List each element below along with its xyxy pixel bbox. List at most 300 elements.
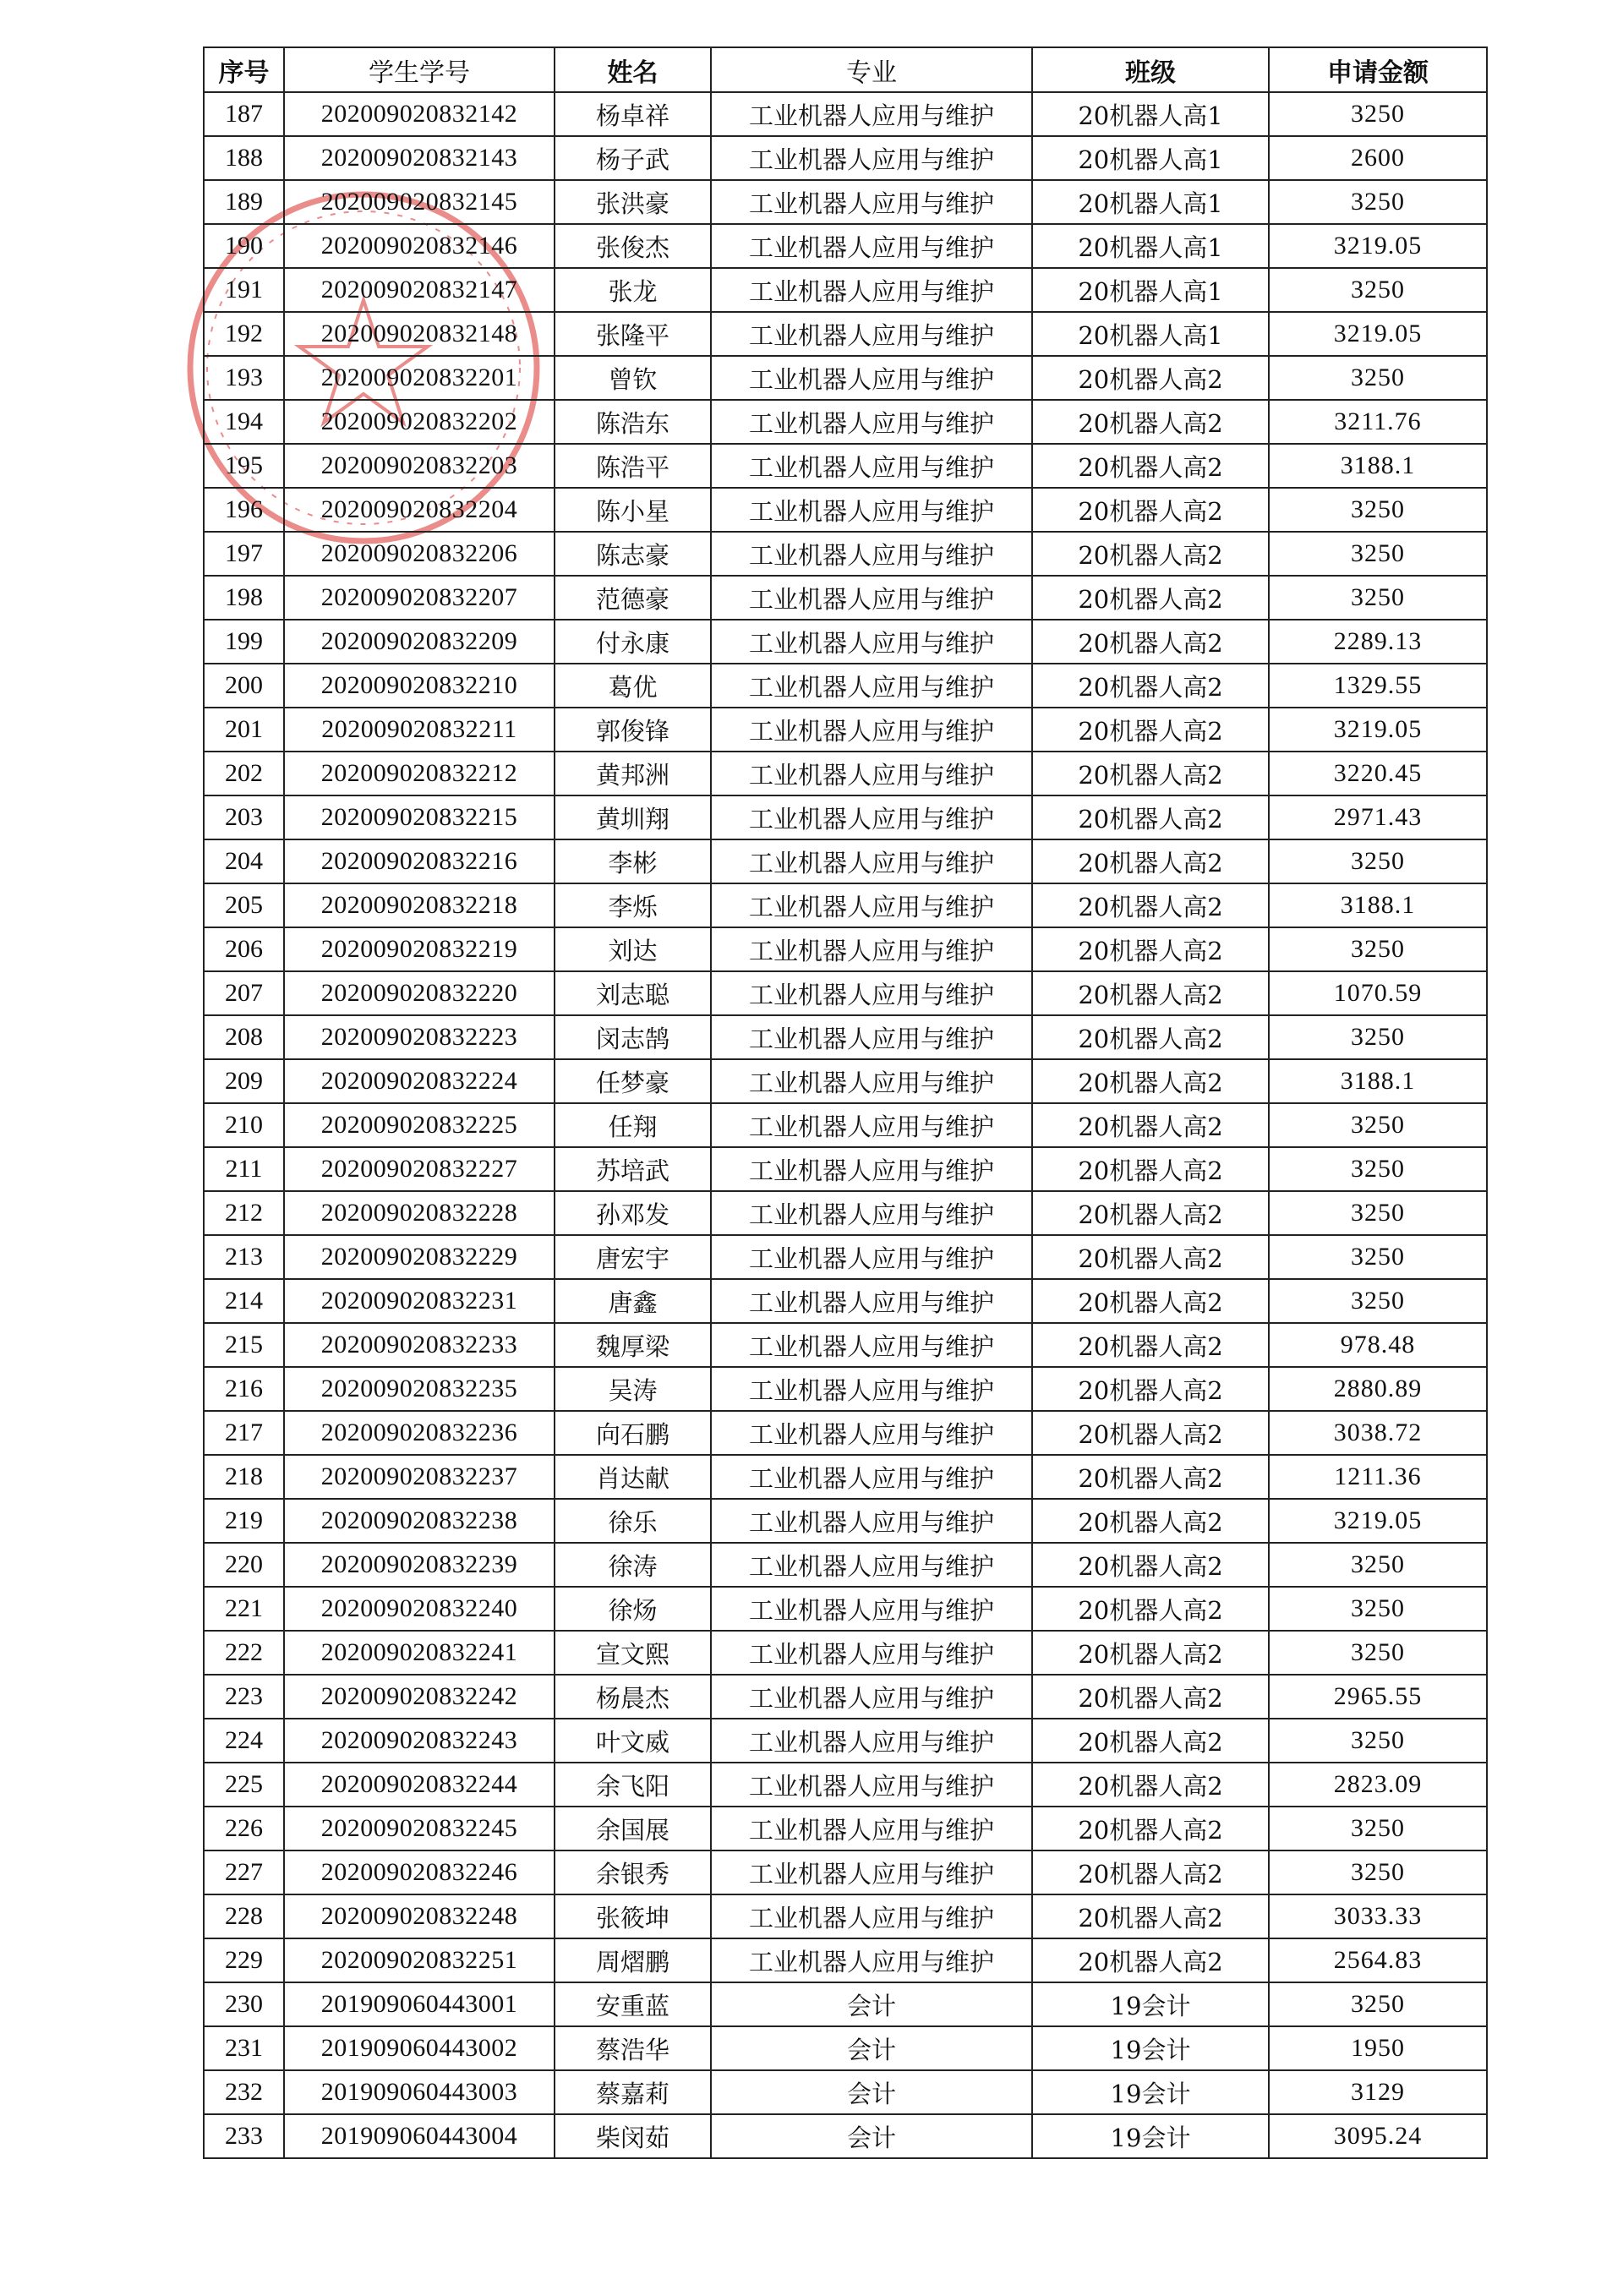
cell-class: 20机器人高2 bbox=[1032, 1323, 1269, 1367]
cell-student-id: 202009020832239 bbox=[284, 1543, 555, 1587]
cell-class: 20机器人高2 bbox=[1032, 664, 1269, 708]
cell-student-id: 202009020832207 bbox=[284, 576, 555, 620]
cell-class: 20机器人高2 bbox=[1032, 1938, 1269, 1982]
cell-name: 柴闵茹 bbox=[555, 2114, 711, 2158]
cell-name: 吴涛 bbox=[555, 1367, 711, 1411]
table-row bbox=[204, 664, 1487, 708]
cell-class: 19会计 bbox=[1032, 1982, 1269, 2026]
cell-class: 20机器人高2 bbox=[1032, 1499, 1269, 1543]
cell-major: 工业机器人应用与维护 bbox=[711, 356, 1032, 400]
cell-name: 唐鑫 bbox=[555, 1279, 711, 1323]
cell-student-id: 202009020832229 bbox=[284, 1235, 555, 1279]
cell-class: 20机器人高2 bbox=[1032, 1191, 1269, 1235]
cell-student-id: 201909060443001 bbox=[284, 1982, 555, 2026]
cell-major: 会计 bbox=[711, 2114, 1032, 2158]
cell-student-id: 202009020832147 bbox=[284, 268, 555, 312]
cell-seq: 201 bbox=[204, 708, 284, 752]
cell-seq: 229 bbox=[204, 1938, 284, 1982]
cell-name: 张俊杰 bbox=[555, 224, 711, 268]
cell-student-id: 202009020832224 bbox=[284, 1059, 555, 1103]
table-row bbox=[204, 708, 1487, 752]
cell-amount: 3250 bbox=[1269, 839, 1487, 883]
cell-amount: 3219.05 bbox=[1269, 1499, 1487, 1543]
cell-class: 20机器人高2 bbox=[1032, 1059, 1269, 1103]
table-row bbox=[204, 1235, 1487, 1279]
cell-class: 20机器人高2 bbox=[1032, 752, 1269, 795]
cell-major: 工业机器人应用与维护 bbox=[711, 92, 1032, 136]
cell-seq: 215 bbox=[204, 1323, 284, 1367]
cell-amount: 3250 bbox=[1269, 1543, 1487, 1587]
table-row bbox=[204, 1719, 1487, 1763]
cell-student-id: 202009020832212 bbox=[284, 752, 555, 795]
cell-seq: 220 bbox=[204, 1543, 284, 1587]
cell-amount: 3250 bbox=[1269, 532, 1487, 576]
cell-seq: 233 bbox=[204, 2114, 284, 2158]
cell-major: 工业机器人应用与维护 bbox=[711, 1103, 1032, 1147]
cell-amount: 3129 bbox=[1269, 2070, 1487, 2114]
cell-major: 工业机器人应用与维护 bbox=[711, 444, 1032, 488]
table-row bbox=[204, 1367, 1487, 1411]
cell-class: 20机器人高2 bbox=[1032, 1235, 1269, 1279]
cell-class: 20机器人高1 bbox=[1032, 136, 1269, 180]
cell-major: 工业机器人应用与维护 bbox=[711, 1279, 1032, 1323]
cell-name: 黄邦洲 bbox=[555, 752, 711, 795]
cell-major: 会计 bbox=[711, 1982, 1032, 2026]
cell-student-id: 202009020832203 bbox=[284, 444, 555, 488]
cell-amount: 3219.05 bbox=[1269, 312, 1487, 356]
cell-student-id: 202009020832146 bbox=[284, 224, 555, 268]
cell-name: 陈浩平 bbox=[555, 444, 711, 488]
cell-major: 工业机器人应用与维护 bbox=[711, 620, 1032, 664]
table-row bbox=[204, 1059, 1487, 1103]
cell-student-id: 202009020832231 bbox=[284, 1279, 555, 1323]
cell-name: 曾钦 bbox=[555, 356, 711, 400]
cell-major: 工业机器人应用与维护 bbox=[711, 224, 1032, 268]
table-row bbox=[204, 1587, 1487, 1631]
cell-name: 徐涛 bbox=[555, 1543, 711, 1587]
cell-seq: 211 bbox=[204, 1147, 284, 1191]
cell-name: 张龙 bbox=[555, 268, 711, 312]
cell-student-id: 202009020832143 bbox=[284, 136, 555, 180]
table-row bbox=[204, 1894, 1487, 1938]
cell-class: 20机器人高1 bbox=[1032, 180, 1269, 224]
cell-student-id: 202009020832218 bbox=[284, 883, 555, 927]
cell-class: 20机器人高2 bbox=[1032, 444, 1269, 488]
cell-seq: 187 bbox=[204, 92, 284, 136]
cell-major: 工业机器人应用与维护 bbox=[711, 1719, 1032, 1763]
cell-student-id: 202009020832235 bbox=[284, 1367, 555, 1411]
table-row bbox=[204, 268, 1487, 312]
cell-student-id: 202009020832233 bbox=[284, 1323, 555, 1367]
cell-class: 20机器人高2 bbox=[1032, 971, 1269, 1015]
cell-major: 工业机器人应用与维护 bbox=[711, 136, 1032, 180]
cell-amount: 2564.83 bbox=[1269, 1938, 1487, 1982]
cell-name: 任梦豪 bbox=[555, 1059, 711, 1103]
cell-name: 郭俊锋 bbox=[555, 708, 711, 752]
table-row bbox=[204, 1938, 1487, 1982]
cell-student-id: 201909060443003 bbox=[284, 2070, 555, 2114]
cell-name: 肖达献 bbox=[555, 1455, 711, 1499]
cell-seq: 204 bbox=[204, 839, 284, 883]
cell-class: 20机器人高2 bbox=[1032, 1015, 1269, 1059]
table-row bbox=[204, 444, 1487, 488]
cell-student-id: 202009020832210 bbox=[284, 664, 555, 708]
cell-class: 20机器人高1 bbox=[1032, 312, 1269, 356]
cell-seq: 193 bbox=[204, 356, 284, 400]
cell-amount: 3250 bbox=[1269, 1807, 1487, 1850]
cell-class: 20机器人高2 bbox=[1032, 1719, 1269, 1763]
cell-major: 工业机器人应用与维护 bbox=[711, 1367, 1032, 1411]
table-row bbox=[204, 400, 1487, 444]
cell-name: 苏培武 bbox=[555, 1147, 711, 1191]
cell-student-id: 201909060443002 bbox=[284, 2026, 555, 2070]
cell-amount: 3250 bbox=[1269, 1235, 1487, 1279]
table-row bbox=[204, 532, 1487, 576]
cell-seq: 197 bbox=[204, 532, 284, 576]
cell-amount: 3250 bbox=[1269, 1587, 1487, 1631]
cell-class: 20机器人高2 bbox=[1032, 883, 1269, 927]
cell-name: 李彬 bbox=[555, 839, 711, 883]
cell-student-id: 202009020832215 bbox=[284, 795, 555, 839]
cell-seq: 200 bbox=[204, 664, 284, 708]
table-row bbox=[204, 1191, 1487, 1235]
cell-student-id: 202009020832245 bbox=[284, 1807, 555, 1850]
table-row bbox=[204, 488, 1487, 532]
table-row bbox=[204, 1675, 1487, 1719]
cell-major: 工业机器人应用与维护 bbox=[711, 1807, 1032, 1850]
cell-major: 工业机器人应用与维护 bbox=[711, 883, 1032, 927]
cell-student-id: 202009020832223 bbox=[284, 1015, 555, 1059]
table-row bbox=[204, 180, 1487, 224]
table-row bbox=[204, 1631, 1487, 1675]
cell-student-id: 202009020832211 bbox=[284, 708, 555, 752]
cell-class: 20机器人高2 bbox=[1032, 1587, 1269, 1631]
cell-seq: 206 bbox=[204, 927, 284, 971]
cell-major: 工业机器人应用与维护 bbox=[711, 400, 1032, 444]
cell-amount: 3250 bbox=[1269, 1103, 1487, 1147]
cell-student-id: 202009020832246 bbox=[284, 1850, 555, 1894]
cell-major: 工业机器人应用与维护 bbox=[711, 268, 1032, 312]
cell-seq: 216 bbox=[204, 1367, 284, 1411]
cell-seq: 208 bbox=[204, 1015, 284, 1059]
cell-seq: 221 bbox=[204, 1587, 284, 1631]
cell-class: 20机器人高2 bbox=[1032, 400, 1269, 444]
cell-amount: 3250 bbox=[1269, 1015, 1487, 1059]
table-row bbox=[204, 2070, 1487, 2114]
cell-amount: 3250 bbox=[1269, 1850, 1487, 1894]
cell-class: 20机器人高2 bbox=[1032, 1675, 1269, 1719]
cell-class: 20机器人高2 bbox=[1032, 927, 1269, 971]
cell-class: 20机器人高2 bbox=[1032, 1807, 1269, 1850]
cell-amount: 3219.05 bbox=[1269, 224, 1487, 268]
cell-name: 刘志聪 bbox=[555, 971, 711, 1015]
cell-class: 20机器人高2 bbox=[1032, 795, 1269, 839]
cell-seq: 202 bbox=[204, 752, 284, 795]
cell-name: 杨卓祥 bbox=[555, 92, 711, 136]
cell-amount: 1950 bbox=[1269, 2026, 1487, 2070]
cell-major: 工业机器人应用与维护 bbox=[711, 488, 1032, 532]
cell-student-id: 202009020832248 bbox=[284, 1894, 555, 1938]
cell-major: 工业机器人应用与维护 bbox=[711, 708, 1032, 752]
cell-seq: 194 bbox=[204, 400, 284, 444]
cell-seq: 227 bbox=[204, 1850, 284, 1894]
cell-major: 工业机器人应用与维护 bbox=[711, 532, 1032, 576]
header-class: 班级 bbox=[1032, 47, 1269, 92]
cell-name: 杨晨杰 bbox=[555, 1675, 711, 1719]
cell-major: 工业机器人应用与维护 bbox=[711, 1850, 1032, 1894]
cell-major: 工业机器人应用与维护 bbox=[711, 1059, 1032, 1103]
cell-amount: 3250 bbox=[1269, 488, 1487, 532]
table-row bbox=[204, 1323, 1487, 1367]
cell-name: 范德豪 bbox=[555, 576, 711, 620]
subsidy-application-table bbox=[203, 46, 1488, 2159]
cell-class: 19会计 bbox=[1032, 2070, 1269, 2114]
cell-amount: 2971.43 bbox=[1269, 795, 1487, 839]
cell-student-id: 202009020832148 bbox=[284, 312, 555, 356]
cell-name: 黄圳翔 bbox=[555, 795, 711, 839]
cell-seq: 209 bbox=[204, 1059, 284, 1103]
table-row bbox=[204, 1763, 1487, 1807]
cell-amount: 3220.45 bbox=[1269, 752, 1487, 795]
cell-name: 陈小星 bbox=[555, 488, 711, 532]
cell-amount: 2600 bbox=[1269, 136, 1487, 180]
cell-name: 刘达 bbox=[555, 927, 711, 971]
cell-name: 安重蓝 bbox=[555, 1982, 711, 2026]
table-header-row bbox=[204, 47, 1487, 92]
table-row bbox=[204, 2026, 1487, 2070]
cell-seq: 213 bbox=[204, 1235, 284, 1279]
cell-seq: 224 bbox=[204, 1719, 284, 1763]
cell-student-id: 202009020832236 bbox=[284, 1411, 555, 1455]
cell-amount: 1070.59 bbox=[1269, 971, 1487, 1015]
cell-major: 工业机器人应用与维护 bbox=[711, 1763, 1032, 1807]
cell-student-id: 202009020832243 bbox=[284, 1719, 555, 1763]
table-row bbox=[204, 795, 1487, 839]
cell-major: 工业机器人应用与维护 bbox=[711, 1587, 1032, 1631]
cell-amount: 3250 bbox=[1269, 268, 1487, 312]
cell-name: 李烁 bbox=[555, 883, 711, 927]
table-row bbox=[204, 927, 1487, 971]
cell-name: 叶文威 bbox=[555, 1719, 711, 1763]
cell-seq: 210 bbox=[204, 1103, 284, 1147]
table-row bbox=[204, 224, 1487, 268]
cell-class: 20机器人高1 bbox=[1032, 224, 1269, 268]
cell-seq: 231 bbox=[204, 2026, 284, 2070]
cell-name: 闵志鹄 bbox=[555, 1015, 711, 1059]
cell-name: 徐炀 bbox=[555, 1587, 711, 1631]
cell-seq: 192 bbox=[204, 312, 284, 356]
cell-student-id: 202009020832228 bbox=[284, 1191, 555, 1235]
cell-major: 工业机器人应用与维护 bbox=[711, 664, 1032, 708]
table-row bbox=[204, 620, 1487, 664]
table-row bbox=[204, 971, 1487, 1015]
cell-class: 20机器人高2 bbox=[1032, 488, 1269, 532]
cell-student-id: 202009020832142 bbox=[284, 92, 555, 136]
cell-student-id: 202009020832227 bbox=[284, 1147, 555, 1191]
table-row bbox=[204, 1455, 1487, 1499]
cell-name: 任翔 bbox=[555, 1103, 711, 1147]
cell-major: 工业机器人应用与维护 bbox=[711, 1411, 1032, 1455]
cell-amount: 3033.33 bbox=[1269, 1894, 1487, 1938]
cell-name: 张隆平 bbox=[555, 312, 711, 356]
cell-major: 会计 bbox=[711, 2026, 1032, 2070]
cell-seq: 195 bbox=[204, 444, 284, 488]
cell-student-id: 202009020832225 bbox=[284, 1103, 555, 1147]
cell-amount: 3250 bbox=[1269, 1191, 1487, 1235]
cell-amount: 1329.55 bbox=[1269, 664, 1487, 708]
table-row bbox=[204, 1807, 1487, 1850]
cell-class: 20机器人高2 bbox=[1032, 1367, 1269, 1411]
cell-class: 20机器人高1 bbox=[1032, 268, 1269, 312]
cell-seq: 190 bbox=[204, 224, 284, 268]
cell-amount: 3188.1 bbox=[1269, 1059, 1487, 1103]
cell-name: 徐乐 bbox=[555, 1499, 711, 1543]
cell-name: 付永康 bbox=[555, 620, 711, 664]
cell-name: 向石鹏 bbox=[555, 1411, 711, 1455]
cell-major: 工业机器人应用与维护 bbox=[711, 839, 1032, 883]
cell-seq: 232 bbox=[204, 2070, 284, 2114]
table-row bbox=[204, 883, 1487, 927]
cell-name: 周熠鹏 bbox=[555, 1938, 711, 1982]
cell-amount: 3219.05 bbox=[1269, 708, 1487, 752]
cell-seq: 226 bbox=[204, 1807, 284, 1850]
cell-major: 会计 bbox=[711, 2070, 1032, 2114]
table-row bbox=[204, 2114, 1487, 2158]
cell-student-id: 202009020832216 bbox=[284, 839, 555, 883]
cell-major: 工业机器人应用与维护 bbox=[711, 1147, 1032, 1191]
cell-student-id: 202009020832206 bbox=[284, 532, 555, 576]
cell-class: 20机器人高2 bbox=[1032, 1103, 1269, 1147]
cell-class: 20机器人高2 bbox=[1032, 1411, 1269, 1455]
cell-major: 工业机器人应用与维护 bbox=[711, 1235, 1032, 1279]
cell-seq: 223 bbox=[204, 1675, 284, 1719]
cell-name: 余国展 bbox=[555, 1807, 711, 1850]
header-name: 姓名 bbox=[555, 47, 711, 92]
cell-student-id: 201909060443004 bbox=[284, 2114, 555, 2158]
cell-amount: 3250 bbox=[1269, 356, 1487, 400]
cell-seq: 188 bbox=[204, 136, 284, 180]
cell-seq: 218 bbox=[204, 1455, 284, 1499]
cell-class: 20机器人高2 bbox=[1032, 620, 1269, 664]
table-row bbox=[204, 312, 1487, 356]
cell-student-id: 202009020832238 bbox=[284, 1499, 555, 1543]
cell-amount: 3250 bbox=[1269, 1631, 1487, 1675]
cell-student-id: 202009020832145 bbox=[284, 180, 555, 224]
cell-amount: 3211.76 bbox=[1269, 400, 1487, 444]
cell-name: 张筱坤 bbox=[555, 1894, 711, 1938]
cell-amount: 978.48 bbox=[1269, 1323, 1487, 1367]
cell-student-id: 202009020832244 bbox=[284, 1763, 555, 1807]
table-row bbox=[204, 1982, 1487, 2026]
cell-amount: 2880.89 bbox=[1269, 1367, 1487, 1411]
cell-amount: 2289.13 bbox=[1269, 620, 1487, 664]
header-student-id: 学生学号 bbox=[284, 47, 555, 92]
cell-student-id: 202009020832219 bbox=[284, 927, 555, 971]
cell-student-id: 202009020832241 bbox=[284, 1631, 555, 1675]
cell-amount: 3038.72 bbox=[1269, 1411, 1487, 1455]
cell-class: 20机器人高2 bbox=[1032, 1279, 1269, 1323]
cell-major: 工业机器人应用与维护 bbox=[711, 180, 1032, 224]
cell-seq: 196 bbox=[204, 488, 284, 532]
cell-major: 工业机器人应用与维护 bbox=[711, 1499, 1032, 1543]
cell-name: 陈浩东 bbox=[555, 400, 711, 444]
cell-name: 孙邓发 bbox=[555, 1191, 711, 1235]
cell-name: 葛优 bbox=[555, 664, 711, 708]
cell-class: 20机器人高2 bbox=[1032, 708, 1269, 752]
cell-seq: 207 bbox=[204, 971, 284, 1015]
cell-major: 工业机器人应用与维护 bbox=[711, 1455, 1032, 1499]
cell-class: 20机器人高2 bbox=[1032, 1543, 1269, 1587]
cell-seq: 230 bbox=[204, 1982, 284, 2026]
cell-class: 20机器人高2 bbox=[1032, 839, 1269, 883]
cell-amount: 3250 bbox=[1269, 92, 1487, 136]
cell-seq: 212 bbox=[204, 1191, 284, 1235]
cell-major: 工业机器人应用与维护 bbox=[711, 1938, 1032, 1982]
table-row bbox=[204, 1499, 1487, 1543]
cell-student-id: 202009020832220 bbox=[284, 971, 555, 1015]
cell-class: 20机器人高2 bbox=[1032, 1147, 1269, 1191]
cell-seq: 222 bbox=[204, 1631, 284, 1675]
cell-name: 魏厚梁 bbox=[555, 1323, 711, 1367]
cell-seq: 225 bbox=[204, 1763, 284, 1807]
cell-major: 工业机器人应用与维护 bbox=[711, 1894, 1032, 1938]
cell-amount: 3188.1 bbox=[1269, 444, 1487, 488]
cell-amount: 2965.55 bbox=[1269, 1675, 1487, 1719]
cell-major: 工业机器人应用与维护 bbox=[711, 312, 1032, 356]
cell-major: 工业机器人应用与维护 bbox=[711, 1191, 1032, 1235]
table-row bbox=[204, 1147, 1487, 1191]
cell-class: 20机器人高2 bbox=[1032, 1894, 1269, 1938]
cell-major: 工业机器人应用与维护 bbox=[711, 1323, 1032, 1367]
cell-major: 工业机器人应用与维护 bbox=[711, 795, 1032, 839]
cell-student-id: 202009020832201 bbox=[284, 356, 555, 400]
cell-major: 工业机器人应用与维护 bbox=[711, 1543, 1032, 1587]
header-amount: 申请金额 bbox=[1269, 47, 1487, 92]
cell-class: 20机器人高2 bbox=[1032, 1850, 1269, 1894]
cell-seq: 199 bbox=[204, 620, 284, 664]
cell-student-id: 202009020832240 bbox=[284, 1587, 555, 1631]
cell-amount: 3188.1 bbox=[1269, 883, 1487, 927]
cell-seq: 189 bbox=[204, 180, 284, 224]
cell-class: 20机器人高2 bbox=[1032, 1763, 1269, 1807]
cell-amount: 3095.24 bbox=[1269, 2114, 1487, 2158]
cell-amount: 3250 bbox=[1269, 1279, 1487, 1323]
cell-seq: 203 bbox=[204, 795, 284, 839]
cell-class: 19会计 bbox=[1032, 2114, 1269, 2158]
cell-name: 唐宏宇 bbox=[555, 1235, 711, 1279]
cell-seq: 191 bbox=[204, 268, 284, 312]
table-row bbox=[204, 356, 1487, 400]
cell-major: 工业机器人应用与维护 bbox=[711, 576, 1032, 620]
cell-major: 工业机器人应用与维护 bbox=[711, 971, 1032, 1015]
cell-major: 工业机器人应用与维护 bbox=[711, 927, 1032, 971]
cell-student-id: 202009020832251 bbox=[284, 1938, 555, 1982]
cell-amount: 3250 bbox=[1269, 180, 1487, 224]
cell-name: 余银秀 bbox=[555, 1850, 711, 1894]
cell-amount: 2823.09 bbox=[1269, 1763, 1487, 1807]
cell-amount: 3250 bbox=[1269, 576, 1487, 620]
cell-student-id: 202009020832209 bbox=[284, 620, 555, 664]
cell-class: 20机器人高2 bbox=[1032, 532, 1269, 576]
cell-amount: 3250 bbox=[1269, 1147, 1487, 1191]
table-row bbox=[204, 576, 1487, 620]
cell-seq: 214 bbox=[204, 1279, 284, 1323]
cell-student-id: 202009020832204 bbox=[284, 488, 555, 532]
header-seq: 序号 bbox=[204, 47, 284, 92]
cell-name: 张洪豪 bbox=[555, 180, 711, 224]
table-row bbox=[204, 839, 1487, 883]
cell-class: 20机器人高2 bbox=[1032, 356, 1269, 400]
